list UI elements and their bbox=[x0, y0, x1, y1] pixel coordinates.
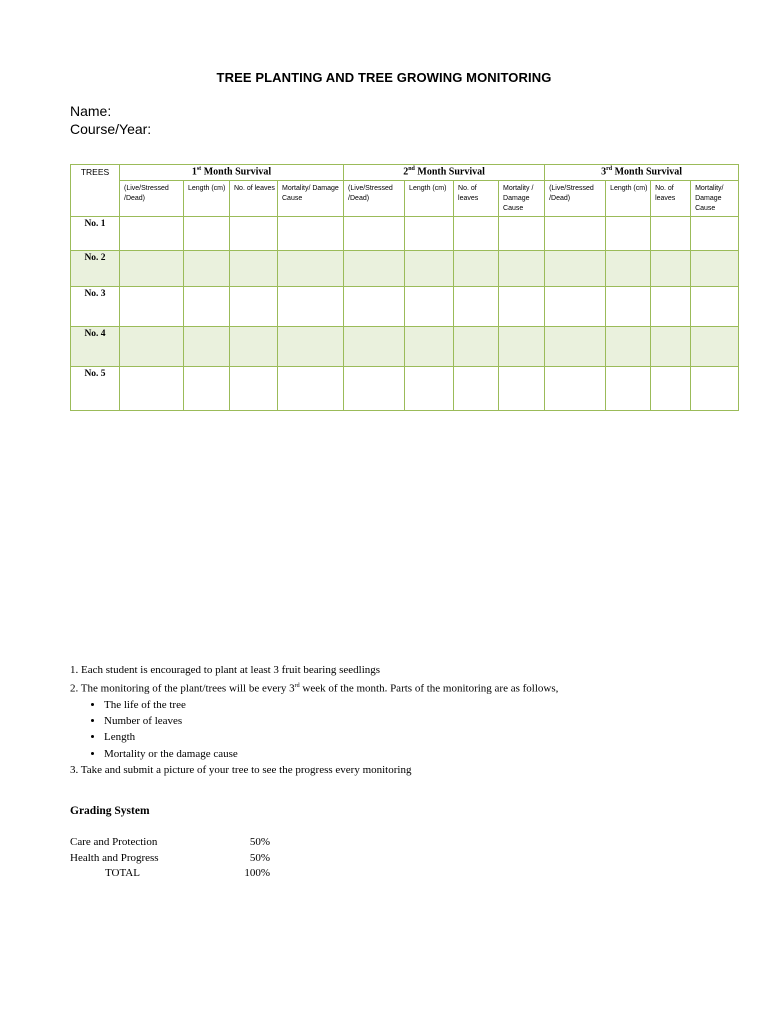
table-cell[interactable] bbox=[278, 251, 344, 287]
table-row bbox=[71, 367, 739, 411]
table-cell[interactable] bbox=[606, 287, 651, 327]
table-cell[interactable] bbox=[499, 251, 545, 287]
table-cell[interactable] bbox=[344, 367, 405, 411]
table-cell[interactable] bbox=[499, 327, 545, 367]
table-cell[interactable] bbox=[230, 251, 278, 287]
table-cell[interactable] bbox=[230, 287, 278, 327]
row-label: No. 1 bbox=[71, 217, 120, 251]
month-3-leaves-header: No. of leaves bbox=[651, 181, 691, 217]
month-2-leaves-header: No. of leaves bbox=[454, 181, 499, 217]
list-item: • Mortality or the damage cause bbox=[104, 746, 730, 762]
list-item: • Length bbox=[104, 729, 730, 745]
table-cell[interactable] bbox=[405, 287, 454, 327]
table-cell[interactable] bbox=[499, 287, 545, 327]
list-item: • The life of the tree bbox=[104, 697, 730, 713]
table-cell[interactable] bbox=[405, 327, 454, 367]
table-cell[interactable] bbox=[184, 251, 230, 287]
grade-label: Health and Progress bbox=[70, 851, 159, 864]
table-cell[interactable] bbox=[606, 251, 651, 287]
table-cell[interactable] bbox=[545, 327, 606, 367]
month-1-mortality-header: Mortality/ Damage Cause bbox=[278, 181, 344, 217]
table-cell[interactable] bbox=[454, 367, 499, 411]
table-cell[interactable] bbox=[184, 367, 230, 411]
table-cell[interactable] bbox=[606, 327, 651, 367]
table-cell[interactable] bbox=[651, 367, 691, 411]
grade-value: 50% bbox=[249, 836, 270, 848]
table-cell[interactable] bbox=[230, 217, 278, 251]
table-row bbox=[71, 287, 739, 327]
table-cell[interactable] bbox=[545, 287, 606, 327]
month-1-length-header: Length (cm) bbox=[184, 181, 230, 217]
table-cell[interactable] bbox=[691, 217, 739, 251]
table-cell[interactable] bbox=[691, 367, 739, 411]
month-2-status-header: (Live/Stressed /Dead) bbox=[344, 181, 405, 217]
table-cell[interactable] bbox=[691, 327, 739, 367]
grade-value: 50% bbox=[249, 851, 270, 864]
month-3-length-header: Length (cm) bbox=[606, 181, 651, 217]
month-1-status-header: (Live/Stressed /Dead) bbox=[120, 181, 184, 217]
table-cell[interactable] bbox=[120, 367, 184, 411]
table-cell[interactable] bbox=[120, 251, 184, 287]
row-label: No. 3 bbox=[71, 287, 120, 327]
table-cell[interactable] bbox=[230, 367, 278, 411]
table-cell[interactable] bbox=[454, 327, 499, 367]
table-cell[interactable] bbox=[651, 251, 691, 287]
table-cell[interactable] bbox=[344, 287, 405, 327]
table-cell[interactable] bbox=[691, 251, 739, 287]
grade-row bbox=[70, 852, 270, 868]
table-cell[interactable] bbox=[120, 287, 184, 327]
table-cell[interactable] bbox=[499, 217, 545, 251]
name-label: Name: bbox=[70, 103, 112, 119]
table-cell[interactable] bbox=[545, 251, 606, 287]
table-cell[interactable] bbox=[651, 287, 691, 327]
table-cell[interactable] bbox=[278, 287, 344, 327]
table-cell[interactable] bbox=[184, 327, 230, 367]
monitoring-parts-list bbox=[70, 697, 730, 762]
table-cell[interactable] bbox=[278, 367, 344, 411]
table-cell[interactable] bbox=[184, 217, 230, 251]
course-year-label: Course/Year: bbox=[70, 121, 152, 137]
page-title: TREE PLANTING AND TREE GROWING MONITORING bbox=[216, 70, 552, 85]
row-label: No. 4 bbox=[71, 327, 120, 367]
table-cell[interactable] bbox=[606, 217, 651, 251]
table-cell[interactable] bbox=[454, 287, 499, 327]
table-row bbox=[71, 251, 739, 287]
table-cell[interactable] bbox=[405, 217, 454, 251]
table-row bbox=[71, 217, 739, 251]
table-cell[interactable] bbox=[691, 287, 739, 327]
month-3-status-header: (Live/Stressed /Dead) bbox=[545, 181, 606, 217]
month-2-mortality-header: Mortality / Damage Cause bbox=[499, 181, 545, 217]
table-cell[interactable] bbox=[120, 327, 184, 367]
table-cell[interactable] bbox=[278, 217, 344, 251]
monitoring-table bbox=[70, 164, 739, 411]
table-cell[interactable] bbox=[454, 251, 499, 287]
table-cell[interactable] bbox=[545, 217, 606, 251]
table-cell[interactable] bbox=[344, 217, 405, 251]
month-3-mortality-header: Mortality/ Damage Cause bbox=[691, 181, 739, 217]
month-1-header: 1st Month Survival bbox=[120, 165, 344, 181]
table-cell[interactable] bbox=[606, 367, 651, 411]
table-cell[interactable] bbox=[405, 251, 454, 287]
instruction-1: 1. Each student is encouraged to plant at least 3 fruit bearing seedlings bbox=[70, 664, 381, 676]
table-cell[interactable] bbox=[120, 217, 184, 251]
table-cell[interactable] bbox=[344, 251, 405, 287]
table-cell[interactable] bbox=[651, 217, 691, 251]
row-label: No. 5 bbox=[71, 367, 120, 411]
table-cell[interactable] bbox=[184, 287, 230, 327]
month-2-length-header: Length (cm) bbox=[405, 181, 454, 217]
table-cell[interactable] bbox=[230, 327, 278, 367]
grade-row bbox=[70, 867, 270, 883]
instruction-2: 2. The monitoring of the plant/trees will be every 3rd week of the month. Parts of the monitoring are as follows, bbox=[70, 682, 559, 695]
table-cell[interactable] bbox=[405, 367, 454, 411]
grade-total-label: TOTAL bbox=[105, 867, 140, 879]
grade-total-value: 100% bbox=[244, 867, 270, 879]
month-1-leaves-header: No. of leaves bbox=[230, 181, 278, 217]
table-cell[interactable] bbox=[651, 327, 691, 367]
table-cell[interactable] bbox=[278, 327, 344, 367]
row-label: No. 2 bbox=[71, 251, 120, 287]
table-cell[interactable] bbox=[344, 327, 405, 367]
table-row bbox=[71, 327, 739, 367]
instructions bbox=[70, 662, 730, 778]
trees-header: TREES bbox=[71, 165, 120, 217]
grading-system-heading: Grading System bbox=[70, 805, 150, 817]
table-cell[interactable] bbox=[545, 367, 606, 411]
grading-table bbox=[70, 836, 270, 883]
list-item: • Number of leaves bbox=[104, 713, 730, 729]
grade-row bbox=[70, 836, 270, 852]
month-2-header: 2nd Month Survival bbox=[344, 165, 545, 181]
table-cell[interactable] bbox=[499, 367, 545, 411]
month-3-header: 3rd Month Survival bbox=[545, 165, 739, 181]
table-cell[interactable] bbox=[454, 217, 499, 251]
instruction-3: 3. Take and submit a picture of your tree to see the progress every monitoring bbox=[70, 763, 412, 776]
grade-label: Care and Protection bbox=[70, 836, 158, 848]
